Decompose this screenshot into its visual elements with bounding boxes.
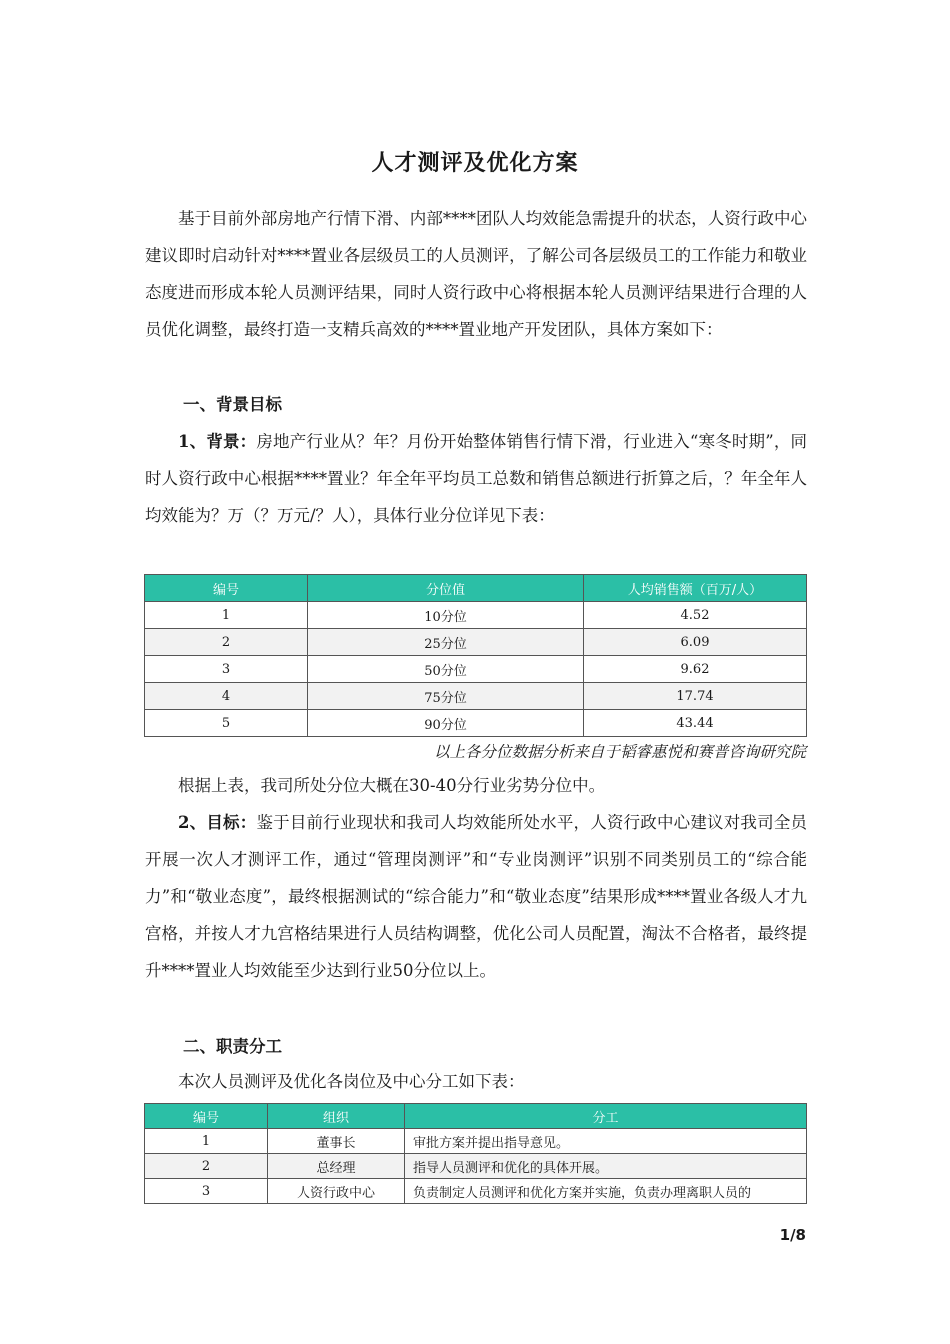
cell-organization: 人资行政中心	[268, 1179, 405, 1204]
header-sales-per-capita: 人均销售额（百万/人）	[584, 575, 807, 602]
cell-organization: 董事长	[268, 1129, 405, 1154]
goal-paragraph	[145, 804, 807, 989]
background-text: 房地产行业从？年？月份开始整体销售行情下滑，行业进入“寒冬时期”，同时人资行政中心根据****置业？年全年平均员工总数和销售总额进行折算之后，？年全年人均效能为？万（？万元/？人），具体行业分位详见下表：	[145, 432, 807, 525]
table-row	[145, 683, 807, 710]
cell-percentile: 75分位	[308, 683, 584, 710]
cell-number: 4	[145, 683, 308, 710]
cell-percentile: 50分位	[308, 656, 584, 683]
document-title: 人才测评及优化方案	[371, 150, 579, 176]
duty-table-header	[145, 1104, 807, 1129]
page-number: 1/8	[779, 1226, 806, 1244]
goal-label: 2、目标：	[178, 813, 257, 832]
intro-paragraph: 基于目前外部房地产行情下滑、内部****团队人均效能急需提升的状态，人资行政中心建议即时启动针对****置业各层级员工的人员测评，了解公司各层级员工的工作能力和敬业态度进而形成本轮人员测评结果，同时人资行政中心将根据本轮人员测评结果进行合理的人员优化调整，最终打造一支精兵高效的****置业地产开发团队，具体方案如下：	[145, 209, 807, 339]
cell-number: 1	[145, 602, 308, 629]
section1-heading: 一、背景目标	[183, 395, 282, 414]
cell-duty: 负责制定人员测评和优化方案并实施，负责办理离职人员的	[405, 1179, 807, 1204]
header-number: 编号	[145, 1104, 268, 1129]
table-row	[145, 710, 807, 737]
section2-intro: 本次人员测评及优化各岗位及中心分工如下表：	[178, 1072, 525, 1091]
cell-value: 17.74	[584, 683, 807, 710]
cell-duty: 指导人员测评和优化的具体开展。	[405, 1154, 807, 1179]
section2-heading: 二、职责分工	[183, 1037, 282, 1056]
background-paragraph	[145, 423, 807, 534]
table-row	[145, 602, 807, 629]
table-row	[145, 629, 807, 656]
table-row	[145, 1179, 807, 1204]
header-organization: 组织	[268, 1104, 405, 1129]
header-percentile: 分位值	[308, 575, 584, 602]
cell-value: 4.52	[584, 602, 807, 629]
cell-value: 43.44	[584, 710, 807, 737]
table-row	[145, 1129, 807, 1154]
cell-number: 3	[145, 1179, 268, 1204]
cell-value: 9.62	[584, 656, 807, 683]
cell-number: 1	[145, 1129, 268, 1154]
duty-table	[144, 1103, 807, 1204]
table-row	[145, 1154, 807, 1179]
cell-number: 2	[145, 629, 308, 656]
cell-number: 2	[145, 1154, 268, 1179]
cell-number: 5	[145, 710, 308, 737]
source-note: 以上各分位数据分析来自于韬睿惠悦和赛普咨询研究院	[433, 743, 806, 761]
table-row	[145, 656, 807, 683]
cell-duty: 审批方案并提出指导意见。	[405, 1129, 807, 1154]
cell-percentile: 10分位	[308, 602, 584, 629]
percentile-table-header	[145, 575, 807, 602]
cell-percentile: 25分位	[308, 629, 584, 656]
cell-percentile: 90分位	[308, 710, 584, 737]
cell-number: 3	[145, 656, 308, 683]
header-number: 编号	[145, 575, 308, 602]
percentile-table	[144, 574, 807, 737]
conclusion-paragraph: 根据上表，我司所处分位大概在30-40分行业劣势分位中。	[178, 776, 606, 795]
cell-organization: 总经理	[268, 1154, 405, 1179]
goal-text: 鉴于目前行业现状和我司人均效能所处水平，人资行政中心建议对我司全员开展一次人才测评工作，通过“管理岗测评”和“专业岗测评”识别不同类别员工的“综合能力”和“敬业态度”，最终根据测试的“综合能力”和“敬业态度”结果形成****置业各级人才九宫格，并按人才九宫格结果进行人员结构调整，优化公司人员配置，淘汰不合格者，最终提升****置业人均效能至少达到行业50分位以上。	[145, 813, 808, 980]
cell-value: 6.09	[584, 629, 807, 656]
background-label: 1、背景：	[178, 432, 257, 451]
header-duty: 分工	[405, 1104, 807, 1129]
